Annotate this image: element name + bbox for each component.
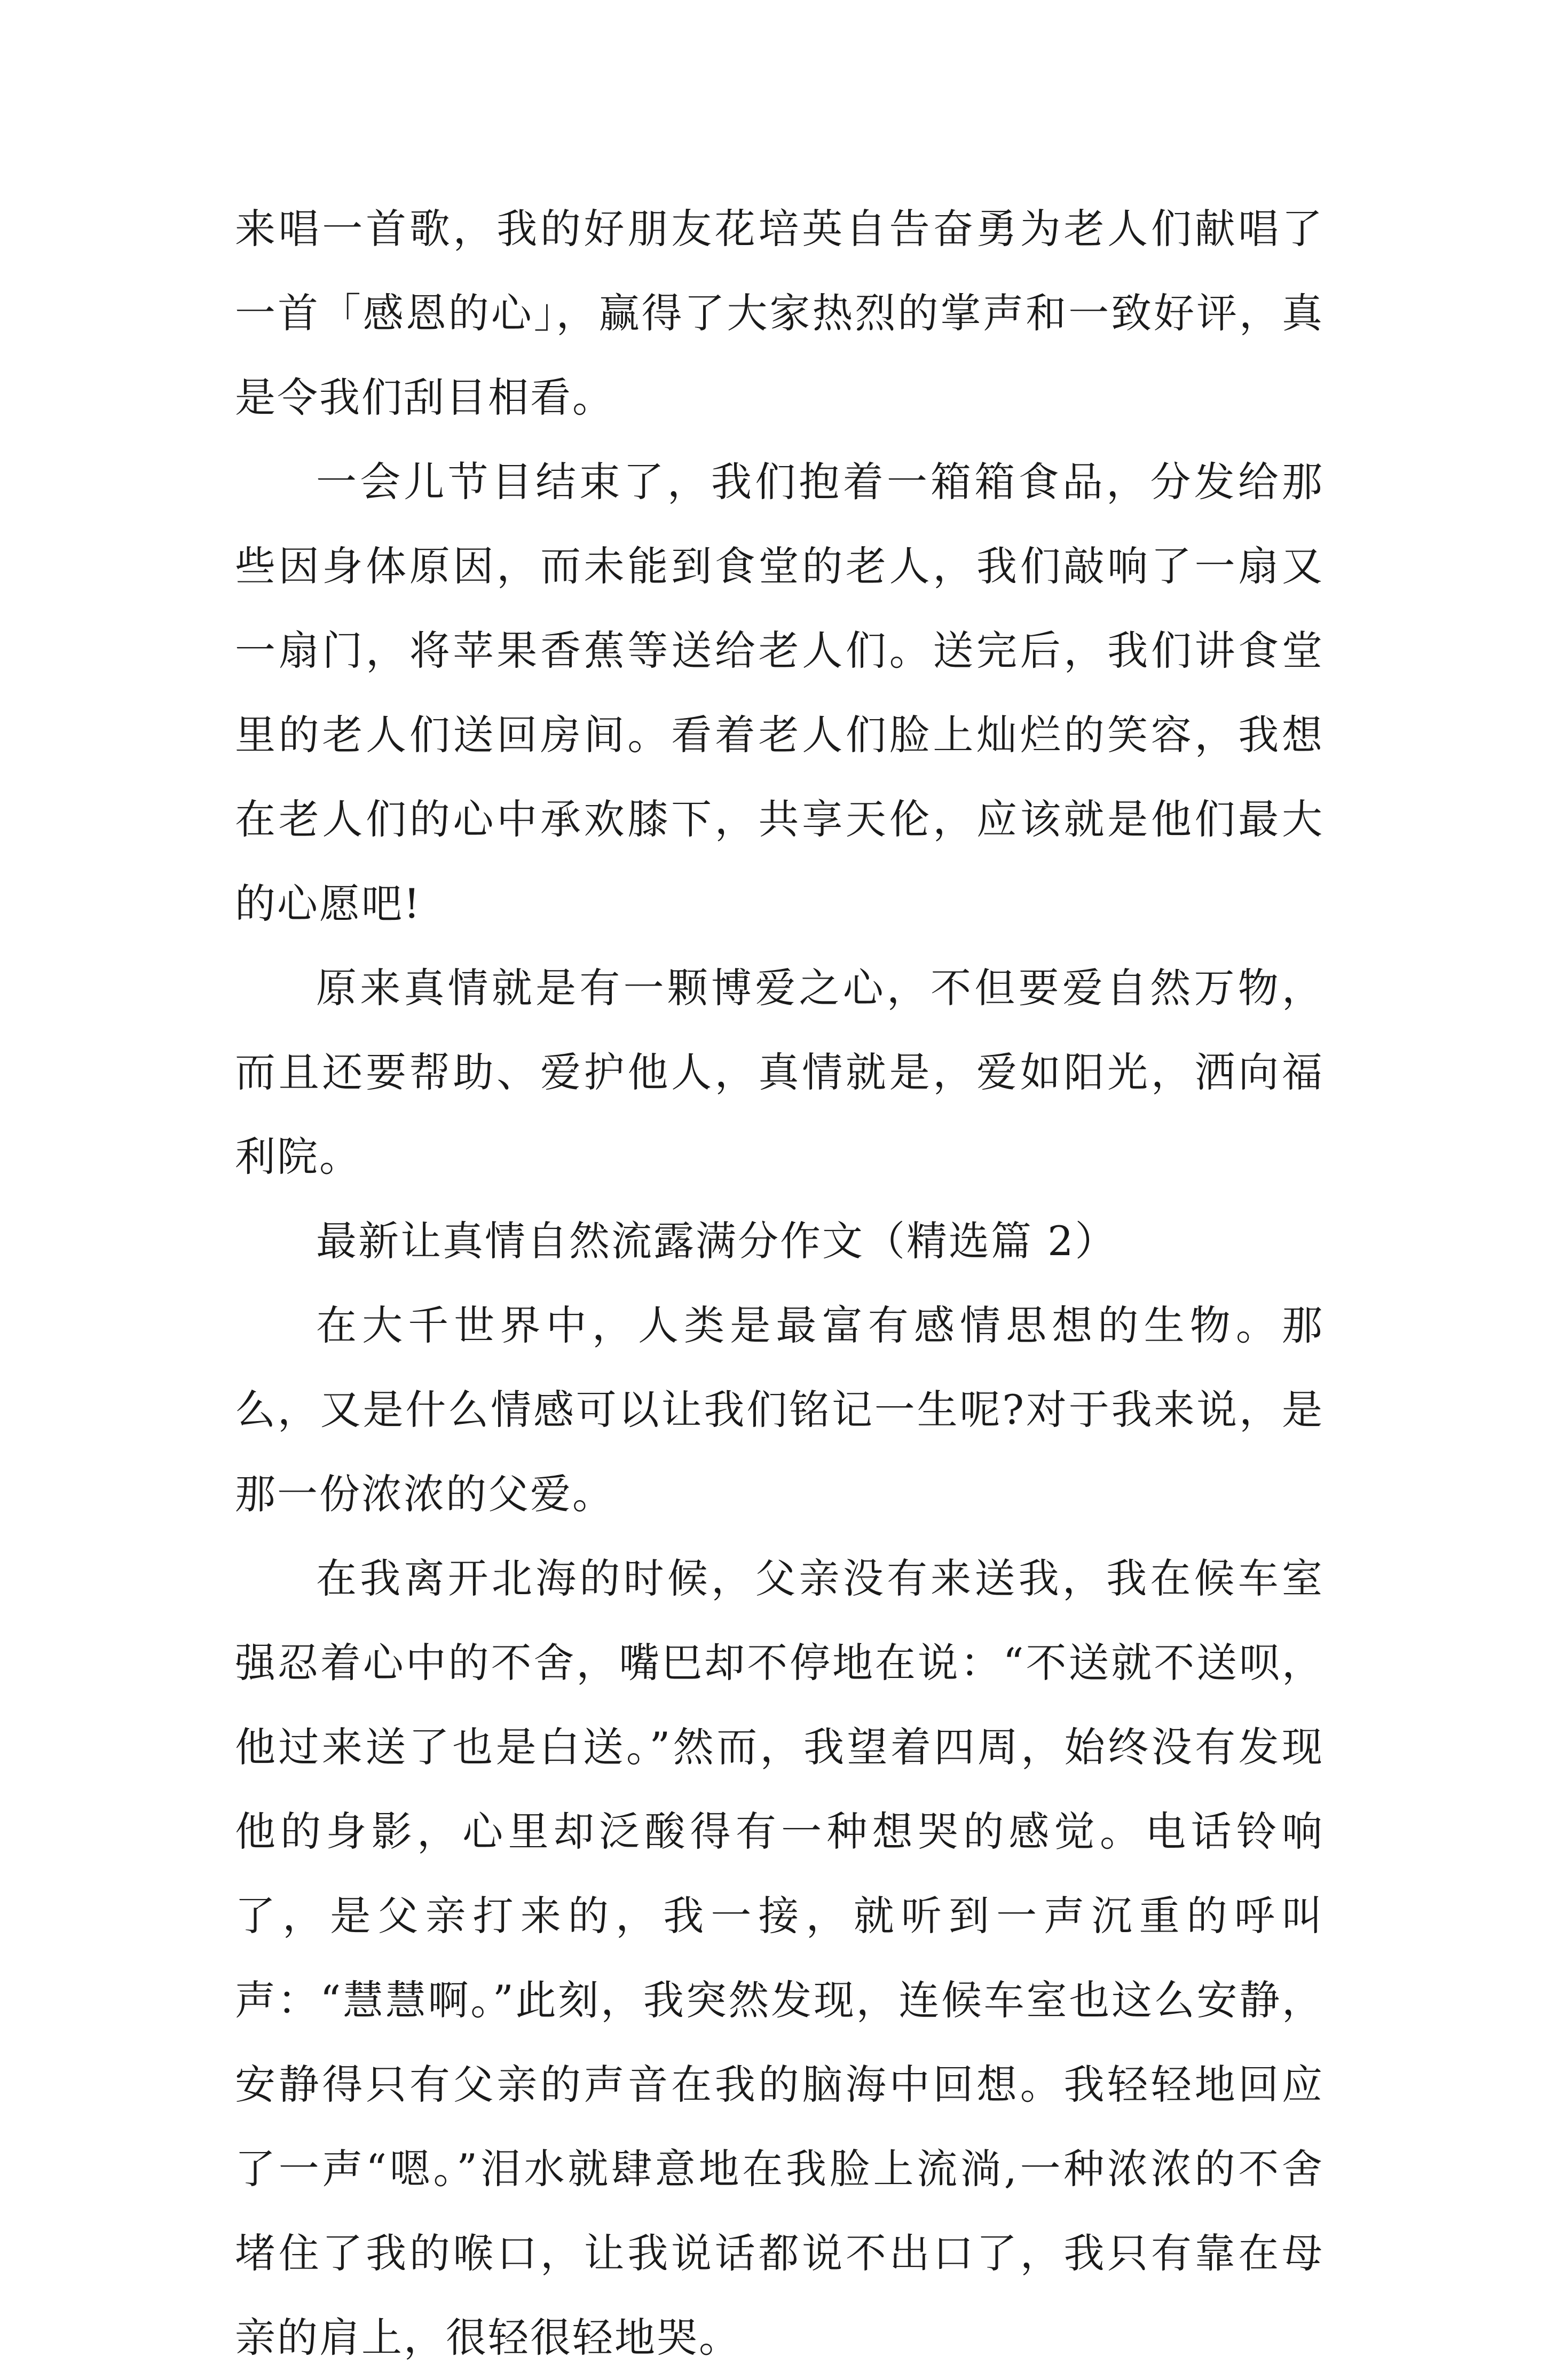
paragraph-4: 在大千世界中，人类是最富有感情思想的生物。那么，又是什么情感可以让我们铭记一生呢?对于我来说，是那一份浓浓的父爱。 <box>235 1302 1324 1518</box>
paragraph-1: 来唱一首歌，我的好朋友花培英自告奋勇为老人们献唱了一首「感恩的心」，赢得了大家热烈的掌声和一致好评，真是令我们刮目相看。 <box>235 205 1324 421</box>
section-heading: 最新让真情自然流露满分作文（精选篇 2） <box>316 1217 1117 1265</box>
document-body <box>235 187 1324 2380</box>
paragraph-2: 一会儿节目结束了，我们抱着一箱箱食品，分发给那些因身体原因，而未能到食堂的老人，我们敲响了一扇又一扇门，将苹果香蕉等送给老人们。送完后，我们讲食堂里的老人们送回房间。看着老人们脸上灿烂的笑容，我想在老人们的心中承欢膝下，共享天伦，应该就是他们最大的心愿吧! <box>235 458 1324 927</box>
paragraph-5: 在我离开北海的时候，父亲没有来送我，我在候车室强忍着心中的不舍，嘴巴却不停地在说：“不送就不送呗，他过来送了也是白送。”然而，我望着四周，始终没有发现他的身影，心里却泛酸得有一种想哭的感觉。电话铃响了，是父亲打来的，我一接，就听到一声沉重的呼叫声：“慧慧啊。”此刻，我突然发现，连候车室也这么安静，安静得只有父亲的声音在我的脑海中回想。我轻轻地回应了一声“嗯。”泪水就肆意地在我脸上流淌,一种浓浓的不舍堵住了我的喉口，让我说话都说不出口了，我只有靠在母亲的肩上，很轻很轻地哭。 <box>235 1555 1324 2361</box>
paragraph-3: 原来真情就是有一颗博爱之心，不但要爱自然万物，而且还要帮助、爱护他人，真情就是，爱如阳光，洒向福利院。 <box>235 964 1324 1180</box>
